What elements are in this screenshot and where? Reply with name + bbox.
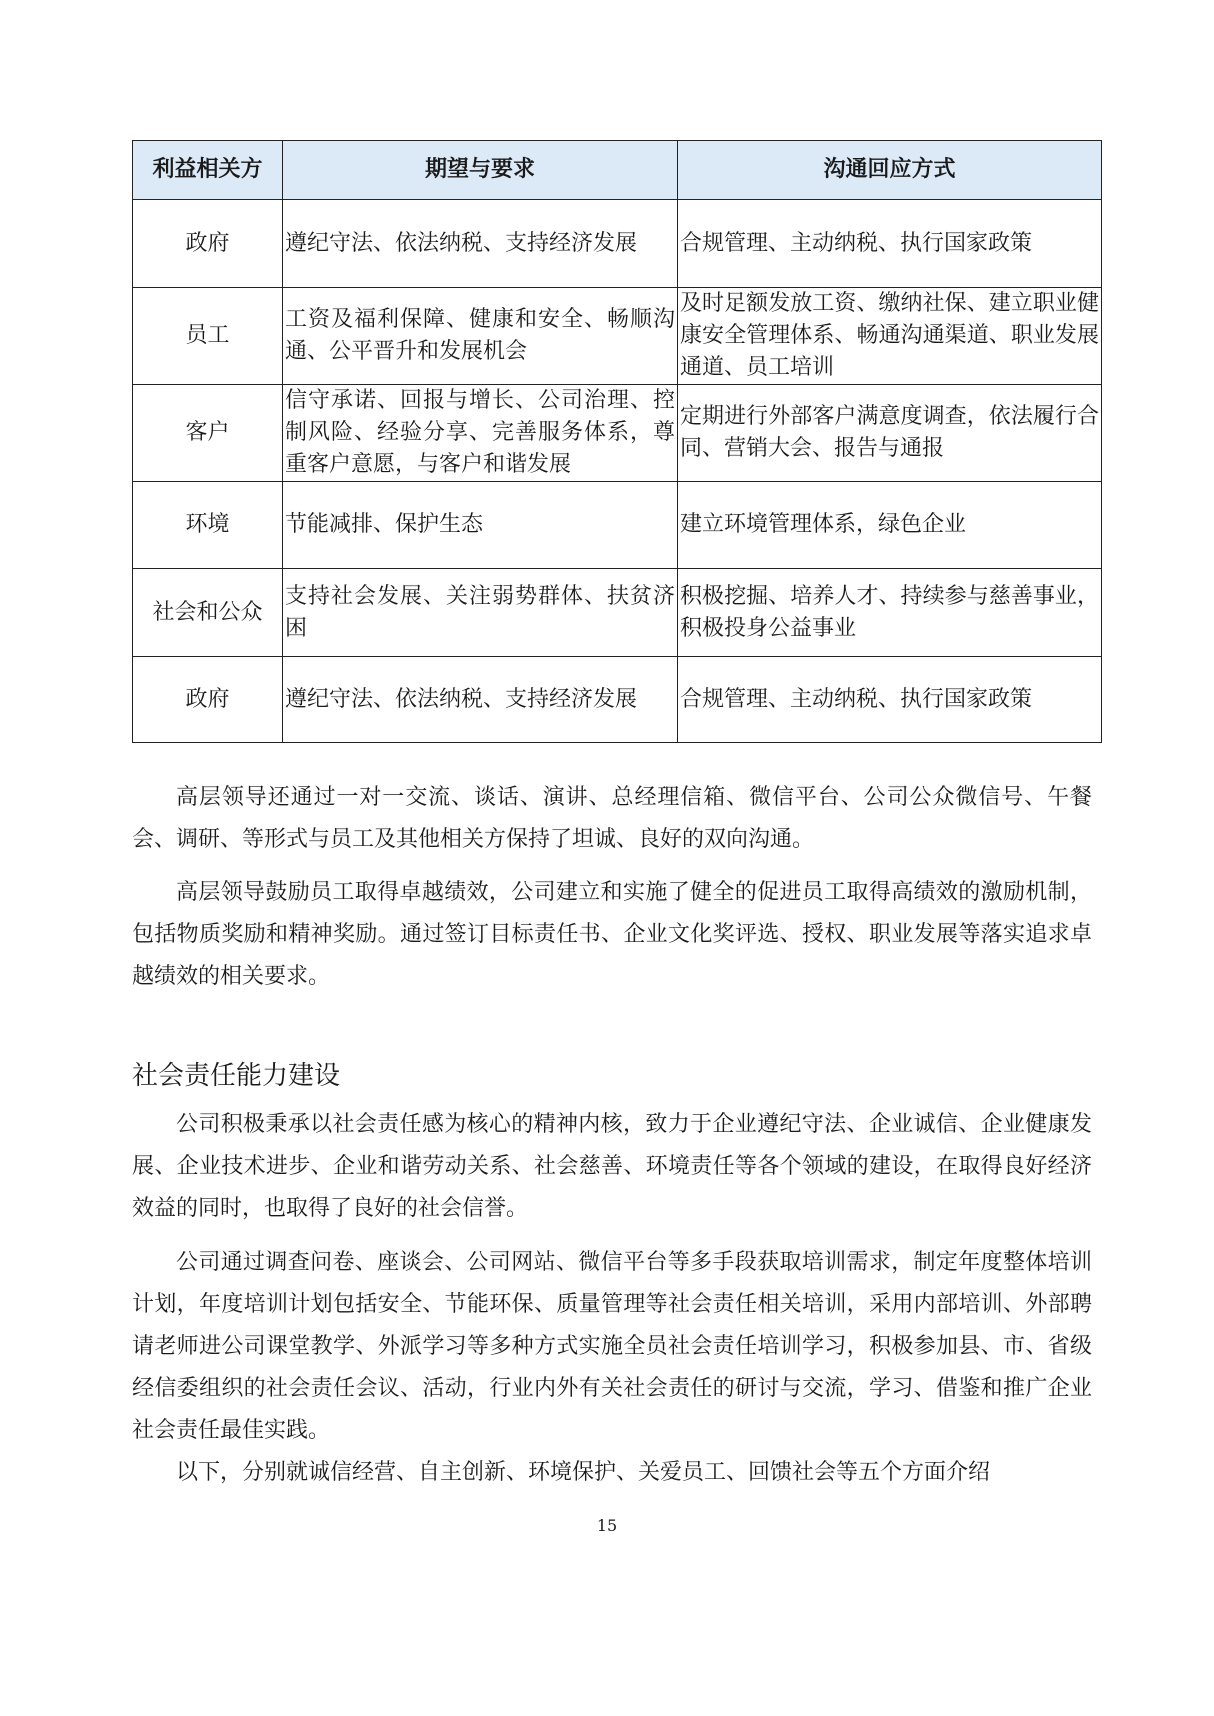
stakeholder-cell: 政府 bbox=[133, 657, 283, 743]
table-row bbox=[133, 288, 1102, 385]
table-header-row bbox=[133, 141, 1102, 200]
table-row bbox=[133, 482, 1102, 569]
paragraph-communication: 高层领导还通过一对一交流、谈话、演讲、总经理信箱、微信平台、公司公众微信号、午餐会、调研、等形式与员工及其他相关方保持了坦诚、良好的双向沟通。 bbox=[132, 785, 1092, 852]
stakeholder-cell: 环境 bbox=[133, 482, 283, 569]
response-cell: 合规管理、主动纳税、执行国家政策 bbox=[678, 657, 1102, 743]
expectation-cell: 工资及福利保障、健康和安全、畅顺沟通、公平晋升和发展机会 bbox=[283, 288, 678, 385]
stakeholder-cell: 员工 bbox=[133, 288, 283, 385]
page-number: 15 bbox=[596, 1516, 618, 1535]
stakeholder-cell: 社会和公众 bbox=[133, 569, 283, 657]
expectation-cell: 节能减排、保护生态 bbox=[283, 482, 678, 569]
stakeholder-cell: 客户 bbox=[133, 385, 283, 482]
paragraph-intro: 以下，分别就诚信经营、自主创新、环境保护、关爱员工、回馈社会等五个方面介绍 bbox=[176, 1460, 991, 1485]
header-expectations: 期望与要求 bbox=[283, 141, 678, 200]
paragraph-training: 公司通过调查问卷、座谈会、公司网站、微信平台等多手段获取培训需求，制定年度整体培训计划，年度培训计划包括安全、节能环保、质量管理等社会责任相关培训，采用内部培训、外部聘请老师进公司课堂教学、外派学习等多种方式实施全员社会责任培训学习，积极参加县、市、省级经信委组织的社会责任会议、活动，行业内外有关社会责任的研讨与交流，学习、借鉴和推广企业社会责任最佳实践。 bbox=[132, 1250, 1092, 1443]
response-cell: 合规管理、主动纳税、执行国家政策 bbox=[678, 200, 1102, 288]
stakeholder-cell: 政府 bbox=[133, 200, 283, 288]
header-communication: 沟通回应方式 bbox=[678, 141, 1102, 200]
expectation-cell: 遵纪守法、依法纳税、支持经济发展 bbox=[283, 657, 678, 743]
response-cell: 积极挖掘、培养人才、持续参与慈善事业，积极投身公益事业 bbox=[678, 569, 1102, 657]
expectation-cell: 支持社会发展、关注弱势群体、扶贫济困 bbox=[283, 569, 678, 657]
response-cell: 定期进行外部客户满意度调查，依法履行合同、营销大会、报告与通报 bbox=[678, 385, 1102, 482]
response-cell: 及时足额发放工资、缴纳社保、建立职业健康安全管理体系、畅通沟通渠道、职业发展通道、员工培训 bbox=[678, 288, 1102, 385]
table-row bbox=[133, 657, 1102, 743]
table-row bbox=[133, 200, 1102, 288]
expectation-cell: 遵纪守法、依法纳税、支持经济发展 bbox=[283, 200, 678, 288]
table-row bbox=[133, 569, 1102, 657]
paragraph-responsibility: 公司积极秉承以社会责任感为核心的精神内核，致力于企业遵纪守法、企业诚信、企业健康发展、企业技术进步、企业和谐劳动关系、社会慈善、环境责任等各个领域的建设，在取得良好经济效益的同时，也取得了良好的社会信誉。 bbox=[132, 1112, 1092, 1221]
section-heading: 社会责任能力建设 bbox=[132, 1061, 341, 1091]
paragraph-incentives: 高层领导鼓励员工取得卓越绩效，公司建立和实施了健全的促进员工取得高绩效的激励机制， 包括物质奖励和精神奖励。通过签订目标责任书、企业文化奖评选、授权、职业发展等落实追求卓越绩效的相关要求。 bbox=[132, 880, 1092, 989]
table-row bbox=[133, 385, 1102, 482]
stakeholder-table bbox=[132, 140, 1102, 743]
header-stakeholder: 利益相关方 bbox=[133, 141, 283, 200]
expectation-cell: 信守承诺、回报与增长、公司治理、控制风险、经验分享、完善服务体系，尊重客户意愿，与客户和谐发展 bbox=[283, 385, 678, 482]
response-cell: 建立环境管理体系，绿色企业 bbox=[678, 482, 1102, 569]
